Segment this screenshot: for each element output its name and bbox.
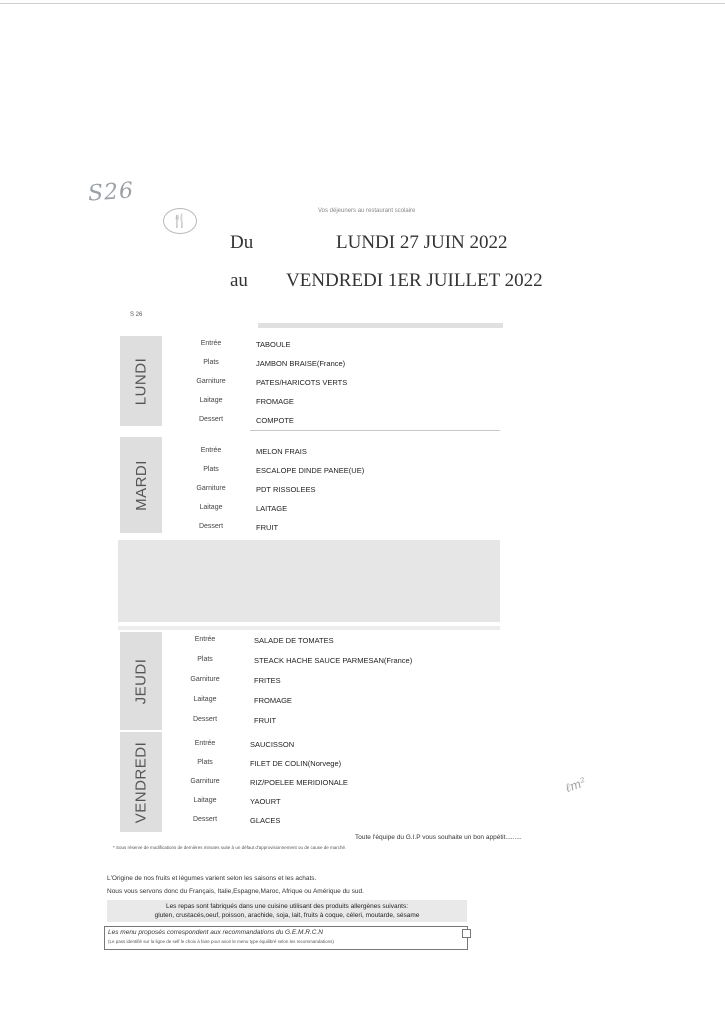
- menu-row-entree: Entrée SAUCISSON: [194, 740, 295, 749]
- end-date: VENDREDI 1ER JUILLET 2022: [286, 270, 543, 291]
- menu-row-garniture: Garniture RIZ/POELEE MERIDIONALE: [190, 778, 348, 787]
- start-date: LUNDI 27 JUIN 2022: [336, 232, 508, 253]
- blank-day-block: [118, 540, 500, 622]
- day-name: MARDI: [132, 459, 150, 511]
- scan-edge-line: [0, 3, 725, 4]
- menu-row-plats: Plats ESCALOPE DINDE PANEE(UE): [203, 466, 365, 475]
- day-name: LUNDI: [132, 357, 150, 405]
- recommendation-title: Les menu proposés correspondent aux recommandations du G.E.M.R.C.N: [108, 929, 323, 936]
- menu-row-plats: Plats FILET DE COLIN(Norvege): [197, 759, 342, 768]
- cutlery-logo-icon: 🍴: [163, 208, 197, 234]
- allergen-notice: Les repas sont fabriqués dans une cuisine utilisant des produits allergènes suivants: gluten, crustacés,oeuf, poisson, arachide, soja, lait, fruits à coque, céleri, moutarde, sésame: [107, 900, 467, 922]
- signoff-text: Toute l'équipe du G.I.P vous souhaite un bon appétit.........: [355, 834, 522, 841]
- day-name: VENDREDI: [132, 741, 150, 823]
- menu-row-laitage: Laitage FROMAGE: [193, 696, 292, 705]
- header-band: [258, 323, 503, 328]
- menu-row-laitage: Laitage YAOURT: [193, 797, 281, 806]
- tagline: Vos déjeuners au restaurant scolaire: [318, 208, 416, 214]
- menu-row-plats: Plats STEACK HACHE SAUCE PARMESAN(France): [197, 656, 413, 665]
- menu-row-garniture: Garniture PDT RISSOLEES: [196, 485, 316, 494]
- au-label: au: [230, 270, 248, 291]
- handwritten-reference: S26: [87, 178, 135, 207]
- menu-row-entree: Entrée MELON FRAIS: [200, 447, 307, 456]
- divider: [250, 430, 500, 431]
- menu-row-dessert: Dessert FRUIT: [198, 523, 279, 532]
- modification-notice: * Sous réserve de modifications de dernières minutes suite à un défaut d'approvisionnement ou de cause de marché.: [113, 845, 347, 850]
- menu-row-entree: Entrée TABOULE: [200, 340, 291, 349]
- checkbox-icon: [462, 929, 471, 938]
- day-name: JEUDI: [132, 658, 150, 704]
- menu-row-garniture: Garniture PATES/HARICOTS VERTS: [196, 378, 348, 387]
- menu-row-dessert: Dessert FRUIT: [192, 716, 277, 725]
- recommendation-box: [104, 926, 468, 950]
- menu-row-dessert: Dessert GLACES: [192, 816, 281, 825]
- menu-row-laitage: Laitage LAITAGE: [199, 504, 288, 513]
- menu-row-laitage: Laitage FROMAGE: [199, 397, 294, 406]
- menu-row-plats: Plats JAMBON BRAISE(France): [203, 359, 346, 368]
- handwritten-initials: ℓm²: [563, 774, 588, 796]
- menu-row-dessert: Dessert COMPOTE: [198, 416, 294, 425]
- menu-code: S 26: [130, 312, 143, 318]
- recommendation-note: (Le pass identifié sur la ligne de self le choix à faire pour avoir le menu type équilibré selon les recommandations): [108, 939, 334, 944]
- origin-text: L'Origine de nos fruits et légumes varient selon les saisons et les achats. Nous vous servons donc du Français, Italie,Espagne,Maroc, Afrique ou Amérique du sud.: [107, 875, 364, 895]
- du-label: Du: [230, 232, 254, 253]
- menu-row-entree: Entrée SALADE DE TOMATES: [194, 636, 334, 645]
- menu-row-garniture: Garniture FRITES: [190, 676, 281, 685]
- blank-stripe: [118, 626, 500, 630]
